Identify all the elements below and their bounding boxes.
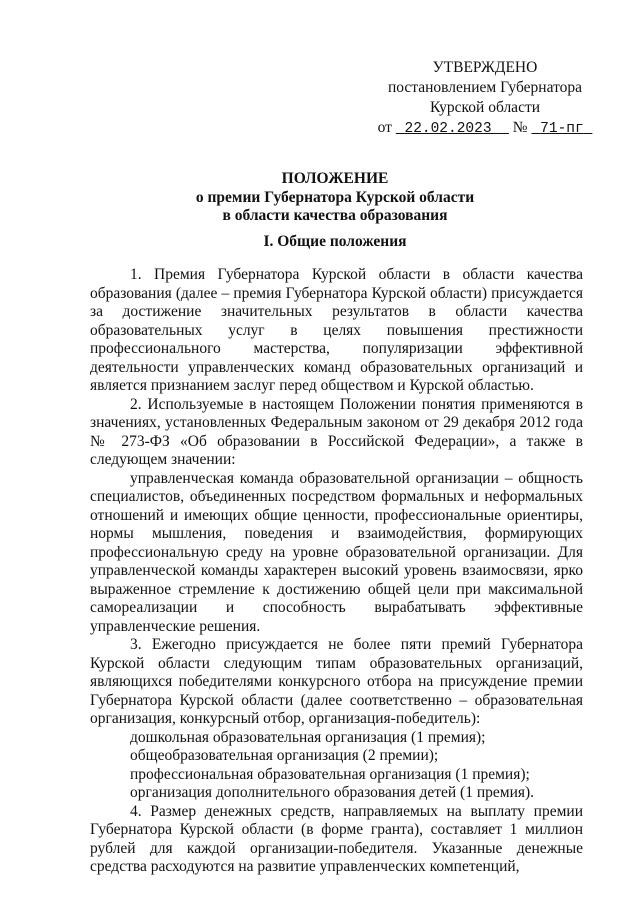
list-item: профессиональная образовательная организация (1 премия); xyxy=(130,765,530,783)
paragraph-3: 3. Ежегодно присуждается не более пяти премий Губернатора Курской области следующим типам образовательных организаций, являющихся победителями конкурсного отбора на присуждение премии Губернатора Курской области (далее соответственно – образовательная организация, конкурсный отбор, организация-победитель): xyxy=(90,636,583,727)
approval-line-1: постановлением Губернатора xyxy=(387,79,583,96)
document-title xyxy=(90,170,580,226)
approval-date: 22.02.2023 xyxy=(404,121,492,137)
approval-heading: УТВЕРЖДЕНО xyxy=(432,59,538,76)
list-item: дошкольная образовательная организация (1 премия); xyxy=(130,728,486,746)
list-item: общеобразовательная организация (2 премии); xyxy=(130,747,439,764)
approval-stamp xyxy=(370,58,600,139)
title-line-2: о премии Губернатора Курской области xyxy=(195,188,475,206)
title-line-3: в области качества образования xyxy=(222,207,448,224)
paragraph-2: 2. Используемые в настоящем Положении понятия применяются в значениях, установленных Федеральным законом от 29 декабря 2012 года № 273-ФЗ «Об образовании в Российской Федерации», а также в следующем значении: xyxy=(90,395,583,468)
approval-line-2: Курской области xyxy=(429,99,541,116)
paragraph-4: 4. Размер денежных средств, направляемых на выплату премии Губернатора Курской области (в форме гранта), составляет 1 миллион рублей для каждой организации-победителя. Указанные денежные средства расходуются на развитие управленческих компетенций, xyxy=(90,802,583,875)
document-body xyxy=(90,266,583,877)
approval-number: 71-пг xyxy=(540,121,584,137)
title-line-1: ПОЛОЖЕНИЕ xyxy=(281,170,389,187)
paragraph-2-definition: управленческая команда образовательной организации – общность специалистов, объединенных посредством формальных и неформальных отношений и имеющих общие ценности, профессиональные ориентиры, нормы мышления, поведения и взаимодействия, формирующих профессиональную среду на уровне образовательной организации. Для управленческой команды характерен высокий уровень взаимосвязи, ярко выраженное стремление к достижению общей цели при максимальной самореализации и способность вырабатывать эффективные управленческие решения. xyxy=(90,469,583,635)
date-prefix: от xyxy=(377,119,392,136)
section-heading: I. Общие положения xyxy=(263,233,407,250)
number-prefix: № xyxy=(512,119,528,136)
list-item: организация дополнительного образования детей (1 премия). xyxy=(130,784,535,801)
paragraph-1: 1. Премия Губернатора Курской области в области качества образования (далее – премия Губернатора Курской области) присуждается за достижение значительных результатов в области качества образовательных услуг в целях повышения престижности профессионального мастерства, популяризации эффективной деятельности управленческих команд образовательных организаций и является признанием заслуг перед обществом и Курской областью. xyxy=(90,266,583,394)
approval-date-line xyxy=(370,118,600,139)
